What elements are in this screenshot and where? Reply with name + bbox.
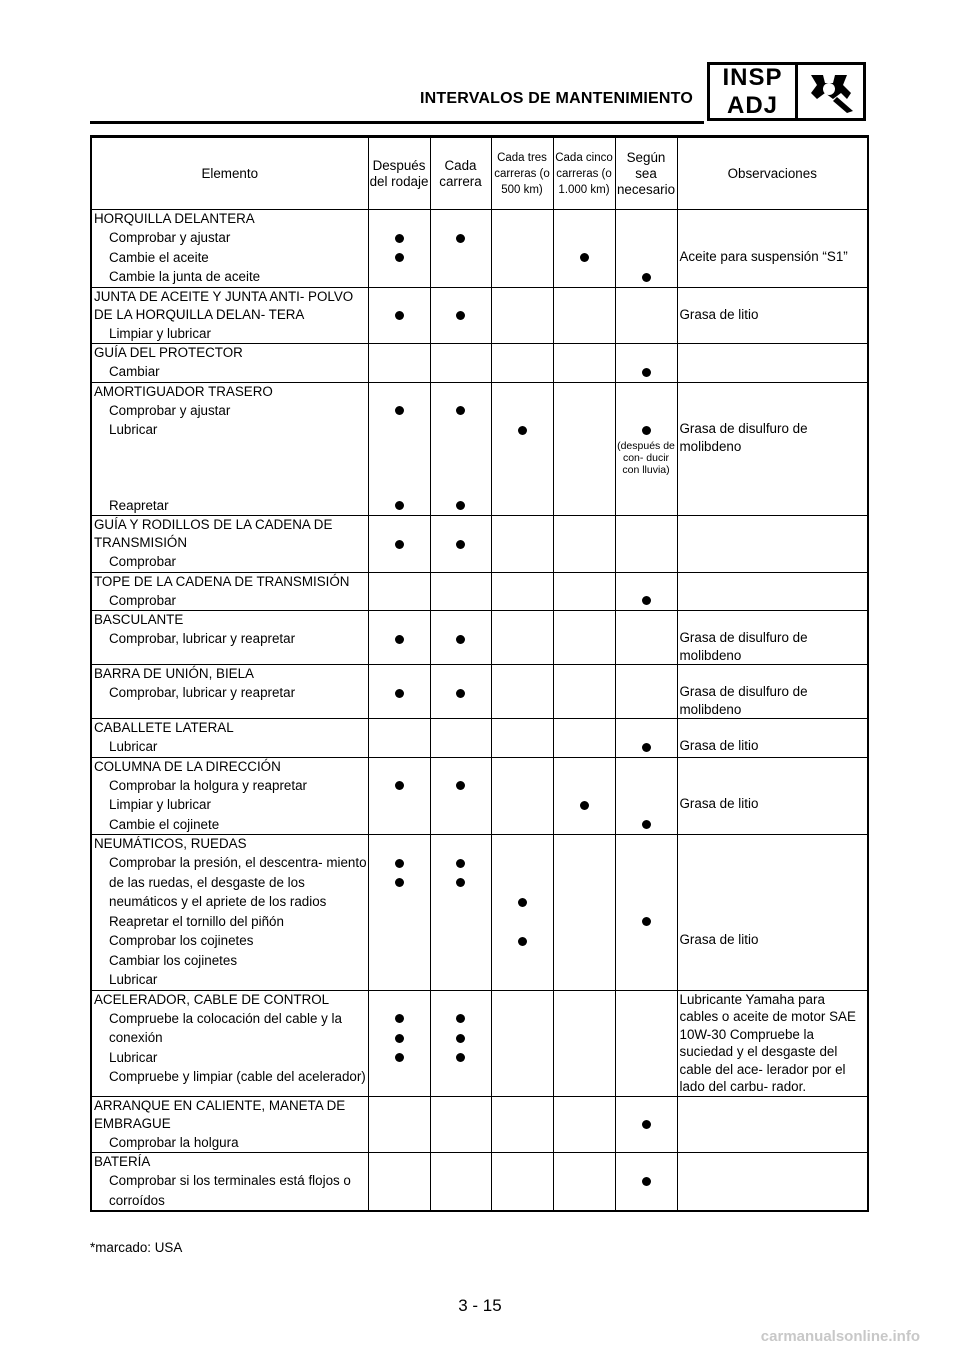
- interval-cell: [553, 1096, 615, 1153]
- item-label: Cambie la junta de aceite: [109, 269, 261, 284]
- interval-cell: [491, 665, 553, 719]
- table-row: [91, 665, 868, 719]
- item-label: Comprobar, lubricar y reapretar: [109, 685, 296, 700]
- check-dot-icon: [518, 937, 527, 946]
- group-title: BASCULANTE: [94, 612, 184, 627]
- table-row: [91, 611, 868, 665]
- interval-cell: [430, 572, 491, 611]
- item-label: Cambiar: [109, 364, 160, 379]
- interval-cell: [430, 344, 491, 383]
- table-body: [91, 210, 868, 1212]
- interval-cell: [491, 1096, 553, 1153]
- item-label: Limpiar y lubricar: [109, 325, 211, 341]
- footnote: *marcado: USA: [90, 1240, 183, 1255]
- interval-cell: [368, 611, 430, 665]
- observations-cell: [677, 757, 868, 835]
- interval-cell: [491, 344, 553, 383]
- interval-cell: [368, 516, 430, 573]
- item-label: Lubricar: [109, 972, 158, 987]
- table-row: [91, 382, 868, 516]
- check-dot-icon: [395, 253, 404, 262]
- check-dot-icon: [456, 234, 465, 243]
- group-title: COLUMNA DE LA DIRECCIÓN: [94, 758, 281, 774]
- check-dot-icon: [395, 1014, 404, 1023]
- interval-cell: [553, 611, 615, 665]
- observations-cell: [677, 1153, 868, 1212]
- interval-cell: [553, 287, 615, 344]
- interval-cell: [491, 990, 553, 1096]
- interval-cell: [368, 835, 430, 991]
- group-title: JUNTA DE ACEITE Y JUNTA ANTI- POLVO DE LA HORQUILLA DELAN- TERA: [94, 288, 354, 322]
- check-dot-icon: [395, 234, 404, 243]
- maintenance-table: [90, 135, 869, 1212]
- item-label: Comprobar y ajustar: [109, 402, 231, 418]
- table-row: [91, 1096, 868, 1153]
- check-dot-icon: [395, 878, 404, 887]
- element-cell: [91, 990, 368, 1096]
- group-title: ARRANQUE EN CALIENTE, MANETA DE EMBRAGUE: [94, 1097, 346, 1131]
- element-cell: [91, 835, 368, 991]
- observation-text: Grasa de litio: [679, 932, 759, 947]
- check-dot-icon: [456, 1034, 465, 1043]
- observations-cell: [677, 516, 868, 573]
- interval-cell: [430, 382, 491, 516]
- observation-text: Grasa de litio: [679, 796, 759, 811]
- check-dot-icon: [642, 1177, 651, 1186]
- table-row: [91, 572, 868, 611]
- group-title: GUÍA Y RODILLOS DE LA CADENA DE TRANSMISIÓN: [94, 517, 333, 550]
- table-row: [91, 287, 868, 344]
- observation-text: Grasa de disulfuro de molibdeno: [679, 421, 808, 454]
- element-cell: [91, 719, 368, 758]
- check-dot-icon: [395, 1053, 404, 1062]
- interval-cell: [615, 344, 677, 383]
- table-row: [91, 210, 868, 288]
- check-dot-icon: [642, 273, 651, 282]
- item-label: Cambie el cojinete: [109, 816, 220, 832]
- interval-cell: [368, 210, 430, 288]
- interval-cell: [553, 719, 615, 758]
- observations-cell: [677, 210, 868, 288]
- interval-cell: [615, 757, 677, 835]
- column-header-segun: Según sea necesario: [615, 137, 677, 210]
- interval-cell: [368, 287, 430, 344]
- wrench-icon: [798, 65, 863, 118]
- interval-cell: [615, 287, 677, 344]
- check-dot-icon: [456, 689, 465, 698]
- check-dot-icon: [642, 1120, 651, 1129]
- interval-cell: [491, 757, 553, 835]
- table-row: [91, 1153, 868, 1212]
- element-cell: [91, 382, 368, 516]
- column-header-cinco: Cada cinco carreras (o 1.000 km): [553, 137, 615, 210]
- interval-cell: [615, 990, 677, 1096]
- column-header-despues: Después del rodaje: [368, 137, 430, 210]
- interval-cell: [615, 210, 677, 288]
- interval-cell: [368, 1096, 430, 1153]
- item-label: Comprobar la holgura: [109, 1134, 239, 1150]
- element-cell: [91, 572, 368, 611]
- check-dot-icon: [395, 540, 404, 549]
- interval-cell: [615, 572, 677, 611]
- column-header-obs: Observaciones: [677, 137, 868, 210]
- observation-text: Grasa de disulfuro de molibdeno: [679, 630, 808, 663]
- interval-cell: [615, 611, 677, 665]
- group-title: BARRA DE UNIÓN, BIELA: [94, 666, 254, 681]
- table-row: [91, 344, 868, 383]
- interval-cell: [368, 344, 430, 383]
- check-dot-icon: [456, 311, 465, 320]
- check-dot-icon: [580, 253, 589, 262]
- interval-cell: [368, 572, 430, 611]
- item-label: Reapretar el tornillo del piñón: [109, 913, 284, 929]
- element-cell: [91, 344, 368, 383]
- group-title: GUÍA DEL PROTECTOR: [94, 345, 243, 360]
- interval-cell: [368, 1153, 430, 1212]
- table-row: [91, 757, 868, 835]
- interval-cell: [615, 835, 677, 991]
- interval-cell: [430, 719, 491, 758]
- group-title: HORQUILLA DELANTERA: [94, 211, 255, 226]
- element-cell: [91, 516, 368, 573]
- table-row: [91, 719, 868, 758]
- observation-text: Grasa de litio: [679, 738, 759, 753]
- observations-cell: [677, 835, 868, 991]
- column-header-tres: Cada tres carreras (o 500 km): [491, 137, 553, 210]
- interval-cell: [553, 572, 615, 611]
- section-title: INTERVALOS DE MANTENIMIENTO: [420, 90, 693, 107]
- item-label: Comprobar, lubricar y reapretar: [109, 631, 296, 646]
- check-dot-icon: [456, 1053, 465, 1062]
- interval-cell: [553, 210, 615, 288]
- item-label: Comprobar la presión, el descentra- miento de las ruedas, el desgaste de los neumáticos y el apriete de los radios: [109, 855, 367, 909]
- check-dot-icon: [456, 635, 465, 644]
- interval-cell: [430, 516, 491, 573]
- check-dot-icon: [395, 689, 404, 698]
- interval-cell: [430, 611, 491, 665]
- item-label: Lubricar: [109, 739, 158, 754]
- interval-cell: [430, 665, 491, 719]
- group-title: BATERÍA: [94, 1154, 151, 1169]
- interval-cell: [615, 1153, 677, 1212]
- interval-cell: [368, 757, 430, 835]
- group-title: TOPE DE LA CADENA DE TRANSMISIÓN: [94, 573, 350, 589]
- table-row: [91, 516, 868, 573]
- interval-cell: [430, 210, 491, 288]
- element-cell: [91, 611, 368, 665]
- item-label: Comprobar y ajustar: [109, 230, 231, 245]
- check-dot-icon: [642, 368, 651, 377]
- item-label: Lubricar: [109, 422, 158, 437]
- item-label: Comprobar si los terminales está flojos o corroídos: [109, 1173, 351, 1208]
- column-header-elemento: Elemento: [91, 137, 368, 210]
- interval-cell: [491, 572, 553, 611]
- table-header-row: [91, 137, 868, 210]
- page-number: 3 - 15: [458, 1296, 502, 1315]
- check-dot-icon: [456, 1014, 465, 1023]
- table-row: [91, 990, 868, 1096]
- check-dot-icon: [395, 406, 404, 415]
- element-cell: [91, 210, 368, 288]
- check-dot-icon: [456, 501, 465, 510]
- watermark: carmanualsonline.info: [760, 1328, 920, 1345]
- interval-cell: [430, 757, 491, 835]
- interval-cell: [553, 344, 615, 383]
- element-cell: [91, 665, 368, 719]
- observations-cell: [677, 1096, 868, 1153]
- table-row: [91, 835, 868, 991]
- interval-cell: [368, 382, 430, 516]
- observations-cell: [677, 344, 868, 383]
- interval-cell: [491, 1153, 553, 1212]
- interval-cell: [553, 835, 615, 991]
- element-cell: [91, 1096, 368, 1153]
- interval-cell: [553, 516, 615, 573]
- interval-cell: [430, 835, 491, 991]
- interval-cell: [615, 719, 677, 758]
- interval-cell: [491, 611, 553, 665]
- badge-adj-label: ADJ: [726, 91, 778, 119]
- check-dot-icon: [456, 540, 465, 549]
- item-label: Cambie el aceite: [109, 249, 209, 265]
- interval-cell: [430, 1096, 491, 1153]
- item-label: Reapretar: [109, 497, 169, 513]
- group-title: ACELERADOR, CABLE DE CONTROL: [94, 991, 330, 1007]
- interval-cell: [430, 287, 491, 344]
- observations-cell: [677, 719, 868, 758]
- group-title: CABALLETE LATERAL: [94, 720, 234, 735]
- check-dot-icon: [456, 859, 465, 868]
- check-dot-icon: [395, 1034, 404, 1043]
- observations-cell: [677, 665, 868, 719]
- check-dot-icon: [642, 917, 651, 926]
- item-label: Cambiar los cojinetes: [109, 952, 238, 968]
- insp-adj-badge: [707, 62, 866, 121]
- check-dot-icon: [518, 898, 527, 907]
- observations-cell: [677, 990, 868, 1096]
- check-dot-icon: [642, 596, 651, 605]
- header-rule: [90, 121, 704, 124]
- check-dot-icon: [642, 743, 651, 752]
- interval-cell: [491, 382, 553, 516]
- check-dot-icon: [456, 781, 465, 790]
- interval-cell: [491, 516, 553, 573]
- element-cell: [91, 1153, 368, 1212]
- item-label: Compruebe y limpiar (cable del acelerador): [109, 1069, 366, 1084]
- interval-cell: [368, 719, 430, 758]
- item-label: Comprobar la holgura y reapretar: [109, 777, 307, 793]
- interval-cell: [491, 835, 553, 991]
- item-label: Compruebe la colocación del cable y la conexión: [109, 1010, 342, 1045]
- interval-cell: [553, 990, 615, 1096]
- check-dot-icon: [642, 426, 651, 435]
- interval-cell: [491, 719, 553, 758]
- badge-insp-label: INSP: [722, 63, 783, 91]
- interval-cell: [553, 382, 615, 516]
- observations-cell: [677, 572, 868, 611]
- interval-cell: [615, 1096, 677, 1153]
- interval-cell: [553, 1153, 615, 1212]
- observation-text: Aceite para suspensión “S1”: [679, 248, 848, 264]
- item-label: Lubricar: [109, 1049, 158, 1065]
- interval-cell: [553, 757, 615, 835]
- check-dot-icon: [456, 406, 465, 415]
- interval-cell: [491, 287, 553, 344]
- interval-note: (después de con- ducir con lluvia): [617, 439, 675, 476]
- check-dot-icon: [518, 426, 527, 435]
- check-dot-icon: [456, 878, 465, 887]
- interval-cell: [368, 665, 430, 719]
- check-dot-icon: [642, 820, 651, 829]
- item-label: Limpiar y lubricar: [109, 797, 211, 812]
- interval-cell: [615, 382, 677, 516]
- observations-cell: [677, 611, 868, 665]
- check-dot-icon: [395, 781, 404, 790]
- interval-cell: [615, 516, 677, 573]
- observations-cell: [677, 382, 868, 516]
- item-label: Comprobar: [109, 592, 176, 608]
- interval-cell: [553, 665, 615, 719]
- group-title: NEUMÁTICOS, RUEDAS: [94, 836, 247, 851]
- check-dot-icon: [395, 859, 404, 868]
- observation-text: Grasa de litio: [679, 306, 759, 322]
- item-label: Comprobar los cojinetes: [109, 933, 254, 948]
- check-dot-icon: [580, 801, 589, 810]
- interval-cell: [430, 990, 491, 1096]
- column-header-cada: Cada carrera: [430, 137, 491, 210]
- interval-cell: [491, 210, 553, 288]
- element-cell: [91, 287, 368, 344]
- badge-text: [710, 65, 798, 118]
- interval-cell: [430, 1153, 491, 1212]
- observation-text: Lubricante Yamaha para cables o aceite de motor SAE 10W-30 Compruebe la suciedad y el desgaste del cable del ace- lerador por el lado del carbu- rador.: [679, 991, 856, 1094]
- element-cell: [91, 757, 368, 835]
- interval-cell: [615, 665, 677, 719]
- observations-cell: [677, 287, 868, 344]
- check-dot-icon: [395, 635, 404, 644]
- interval-cell: [368, 990, 430, 1096]
- group-title: AMORTIGUADOR TRASERO: [94, 383, 273, 399]
- check-dot-icon: [395, 311, 404, 320]
- observation-text: Grasa de disulfuro de molibdeno: [679, 684, 808, 717]
- check-dot-icon: [395, 501, 404, 510]
- item-label: Comprobar: [109, 554, 176, 569]
